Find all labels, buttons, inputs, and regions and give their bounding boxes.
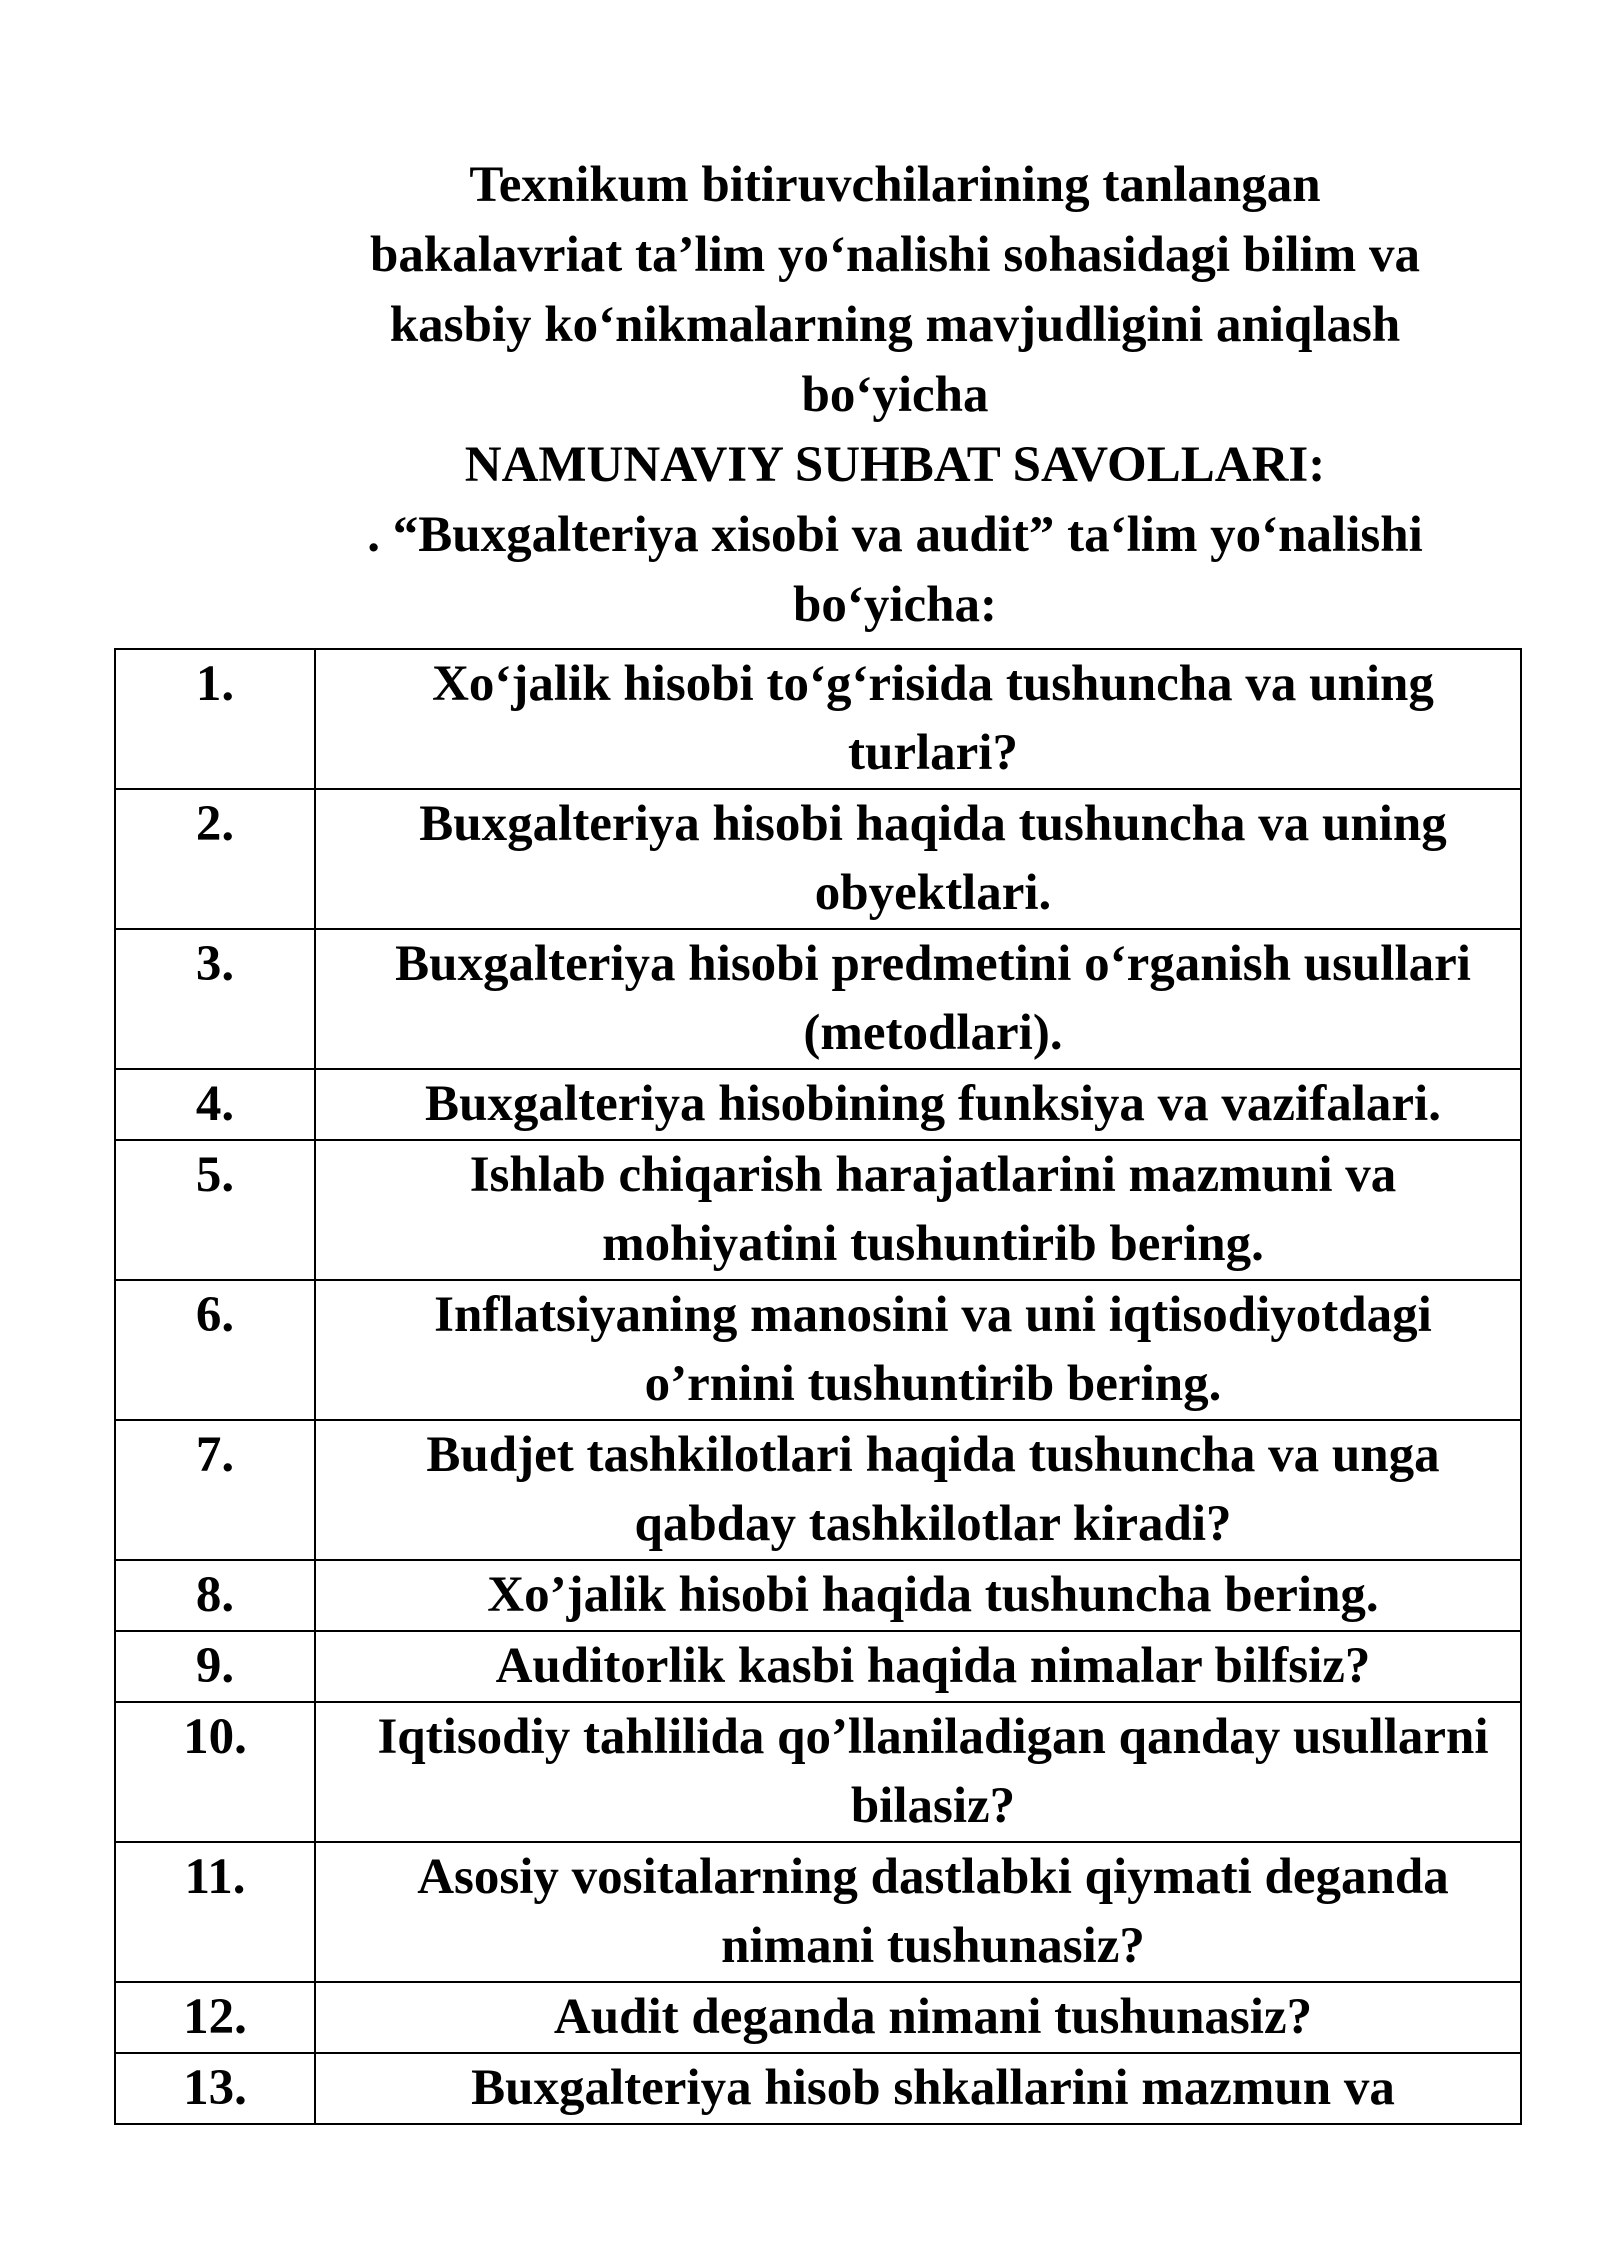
- table-row: [115, 1842, 1521, 1982]
- question-number: 3.: [115, 929, 315, 1069]
- question-text: Audit deganda nimani tushunasiz?: [315, 1982, 1521, 2053]
- question-number: 13.: [115, 2053, 315, 2124]
- question-text: Buxgalteriya hisob shkallarini mazmun va: [315, 2053, 1521, 2124]
- question-number: 11.: [115, 1842, 315, 1982]
- question-number: 6.: [115, 1280, 315, 1420]
- question-number: 9.: [115, 1631, 315, 1702]
- title-line-2: bakalavriat ta’lim yo‘nalishi sohasidagi bilim va: [370, 227, 1420, 283]
- question-text: Buxgalteriya hisobining funksiya va vazifalari.: [315, 1069, 1521, 1140]
- table-row: [115, 1140, 1521, 1280]
- table-row: [115, 1280, 1521, 1420]
- title-line-3: kasbiy ko‘nikmalarning mavjudligini aniqlash: [389, 297, 1401, 353]
- question-text: Ishlab chiqarish harajatlarini mazmuni va mohiyatini tushuntirib bering.: [315, 1140, 1521, 1280]
- question-text: Buxgalteriya hisobi haqida tushuncha va uning obyektlari.: [315, 789, 1521, 929]
- document-title: [315, 150, 1475, 640]
- table-row: [115, 1631, 1521, 1702]
- question-text: Budjet tashkilotlari haqida tushuncha va unga qabday tashkilotlar kiradi?: [315, 1420, 1521, 1560]
- question-text: Asosiy vositalarning dastlabki qiymati deganda nimani tushunasiz?: [315, 1842, 1521, 1982]
- question-number: 1.: [115, 649, 315, 789]
- question-number: 12.: [115, 1982, 315, 2053]
- table-row: [115, 1069, 1521, 1140]
- question-number: 5.: [115, 1140, 315, 1280]
- title-line-4: bo‘yicha: [801, 367, 989, 423]
- question-text: Buxgalteriya hisobi predmetini o‘rganish usullari (metodlari).: [315, 929, 1521, 1069]
- title-line-7: bo‘yicha:: [793, 577, 997, 633]
- table-row: [115, 1560, 1521, 1631]
- question-text: Auditorlik kasbi haqida nimalar bilfsiz?: [315, 1631, 1521, 1702]
- question-text: Iqtisodiy tahlilida qo’llaniladigan qanday usullarni bilasiz?: [315, 1702, 1521, 1842]
- table-row: [115, 929, 1521, 1069]
- table-row: [115, 649, 1521, 789]
- question-text: Xo‘jalik hisobi to‘g‘risida tushuncha va uning turlari?: [315, 649, 1521, 789]
- table-row: [115, 1982, 1521, 2053]
- question-text: Inflatsiyaning manosini va uni iqtisodiyotdagi o’rnini tushuntirib bering.: [315, 1280, 1521, 1420]
- table-row: [115, 1702, 1521, 1842]
- table-row: [115, 2053, 1521, 2124]
- question-text: Xo’jalik hisobi haqida tushuncha bering.: [315, 1560, 1521, 1631]
- question-number: 7.: [115, 1420, 315, 1560]
- table-row: [115, 1420, 1521, 1560]
- question-number: 4.: [115, 1069, 315, 1140]
- question-number: 8.: [115, 1560, 315, 1631]
- question-number: 2.: [115, 789, 315, 929]
- questions-table: [114, 648, 1522, 2125]
- title-line-5: NAMUNAVIY SUHBAT SAVOLLARI:: [464, 437, 1326, 493]
- title-line-6: . “Buxgalteriya xisobi va audit” ta‘lim yo‘nalishi: [367, 507, 1423, 563]
- table-row: [115, 789, 1521, 929]
- question-number: 10.: [115, 1702, 315, 1842]
- title-line-1: Texnikum bitiruvchilarining tanlangan: [469, 157, 1321, 213]
